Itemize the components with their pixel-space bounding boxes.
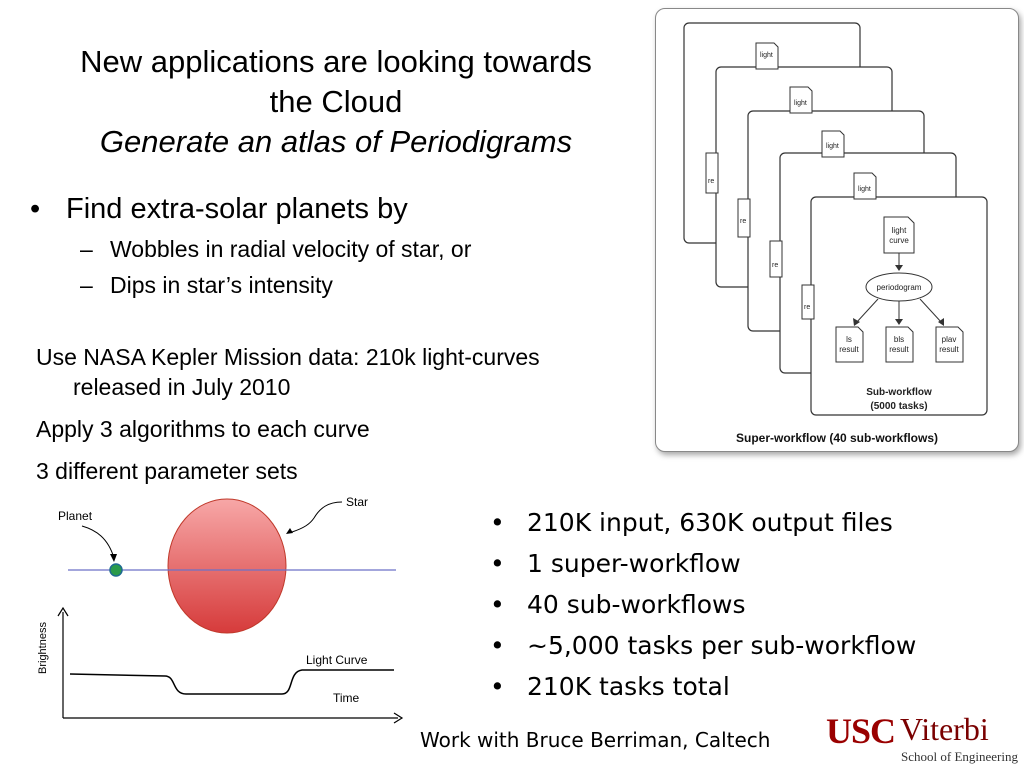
ls-result-line2: result <box>839 345 859 354</box>
credit-text: Work with Bruce Berriman, Caltech <box>420 728 771 752</box>
planet-icon <box>110 564 122 576</box>
peek-re-3: re <box>772 262 779 269</box>
peek-re-4: re <box>804 304 811 311</box>
sub-workflow-caption-1: Sub-workflow <box>866 387 932 398</box>
peek-light-4: light <box>858 186 871 193</box>
star-icon <box>168 499 286 633</box>
peek-light-2: light <box>794 100 807 107</box>
stat-tasks-total: • 210K tasks total <box>490 666 1000 707</box>
star-label: Star <box>346 495 369 509</box>
paragraph-algorithms: Apply 3 algorithms to each curve <box>36 416 370 442</box>
slide-title <box>28 42 644 162</box>
title-line-1: New applications are looking towards <box>80 44 592 79</box>
brightness-label: Brightness <box>37 622 49 674</box>
peek-re-2: re <box>740 218 747 225</box>
planet-label: Planet <box>58 509 93 523</box>
light-curve-node-line1: light <box>891 226 907 235</box>
plav-result-line2: result <box>939 345 959 354</box>
title-line-2: the Cloud <box>269 84 403 119</box>
sub-bullet-dips: – Dips in star’s intensity <box>28 270 628 300</box>
stat-super-workflow: • 1 super-workflow <box>490 543 1000 584</box>
stat-tasks-per-sub: • ~5,000 tasks per sub-workflow <box>490 625 1000 666</box>
light-curve-node-line2: curve <box>889 236 909 245</box>
description-paragraphs <box>36 342 616 498</box>
main-bullet-list <box>28 190 628 300</box>
time-label: Time <box>333 691 360 705</box>
usc-viterbi-logo <box>806 702 1018 768</box>
main-bullet: • Find extra-solar planets by <box>28 190 628 228</box>
sub-workflow-caption-2: (5000 tasks) <box>870 401 928 412</box>
logo-usc: USC <box>826 711 896 751</box>
peek-light-3: light <box>826 143 839 150</box>
periodogram-node-label: periodogram <box>876 283 922 292</box>
logo-viterbi: Viterbi <box>900 711 989 747</box>
stat-files: • 210K input, 630K output files <box>490 502 1000 543</box>
paragraph-kepler: Use NASA Kepler Mission data: 210k light-curves released in July 2010 <box>36 344 540 400</box>
transit-light-curve-figure <box>30 490 410 730</box>
peek-light-1: light <box>760 52 773 59</box>
bls-result-line1: bls <box>893 335 905 344</box>
super-workflow-caption: Super-workflow (40 sub-workflows) <box>735 431 939 445</box>
peek-re-1: re <box>708 178 715 185</box>
plav-result-line1: plav <box>941 335 957 344</box>
sub-bullet-wobbles: – Wobbles in radial velocity of star, or <box>28 234 628 264</box>
light-curve-node <box>884 217 914 253</box>
light-curve-label: Light Curve <box>306 653 368 667</box>
super-workflow-figure <box>655 8 1019 452</box>
stat-sub-workflows: • 40 sub-workflows <box>490 584 1000 625</box>
stats-bullet-list <box>490 502 1000 707</box>
bls-result-line2: result <box>889 345 909 354</box>
ls-result-line1: ls <box>846 335 852 344</box>
title-subtitle: Generate an atlas of Periodigrams <box>99 124 573 159</box>
logo-school: School of Engineering <box>901 749 1018 764</box>
paragraph-parameters: 3 different parameter sets <box>36 458 298 484</box>
